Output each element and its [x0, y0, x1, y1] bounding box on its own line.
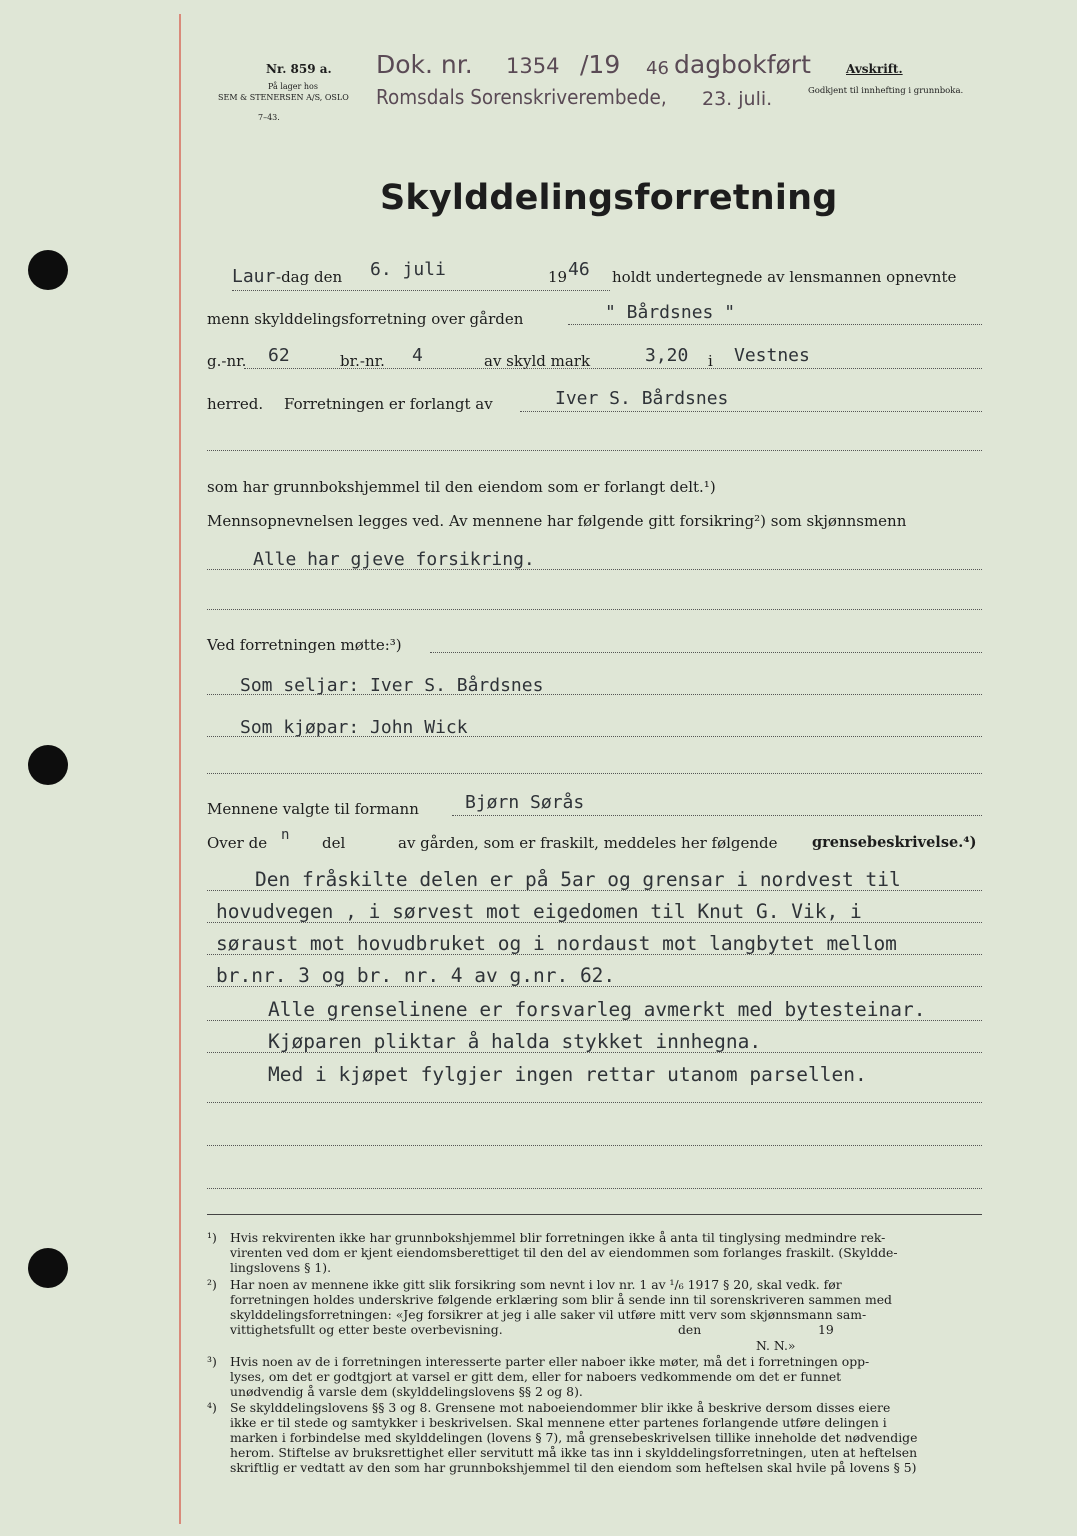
- stamp-office: Romsdals Sorenskriverembede,: [376, 85, 667, 109]
- desc-rule-1: [207, 890, 982, 891]
- stamp-dok-label: Dok. nr.: [376, 50, 473, 79]
- footnote-3-line-2: lyses, om det er godtgjort at varsel er gitt dem, eller for naboers vedkommende om det er funnet: [230, 1369, 842, 1384]
- year-suffix: 46: [568, 259, 590, 280]
- stamp-year-prefix: /19: [580, 50, 621, 79]
- footnote-2-den: den: [678, 1322, 702, 1337]
- gnr-value: 62: [268, 345, 290, 366]
- blank-rule-1: [207, 450, 982, 451]
- footnote-1-line-1: Hvis rekvirenten ikke har grunnbokshjemmel blir forretningen ikke å anta til tinglysing medmindre rek-: [230, 1230, 886, 1245]
- blank-rule-2: [207, 609, 982, 610]
- stamp-doc-number: 1354: [506, 54, 560, 78]
- chairman-value: Bjørn Sørås: [465, 792, 585, 813]
- forsikring-value: Alle har gjeve forsikring.: [253, 549, 535, 570]
- footnote-1-marker: ¹): [207, 1230, 217, 1245]
- footnote-2-year: 19: [818, 1322, 834, 1337]
- margin-rule: [179, 14, 181, 1524]
- herred-label: herred.: [207, 395, 264, 413]
- document-title: Skylddelingsforretning: [380, 178, 838, 218]
- desc-rule-3: [207, 954, 982, 955]
- skyld-value: 3,20: [645, 345, 689, 366]
- dag-den-label: -dag den: [276, 268, 343, 286]
- footnote-2-line-3: skylddelingsforretningen: «Jeg forsikrer at jeg i alle saker vil utføre mitt verv som skjønnsmann sam-: [230, 1307, 867, 1322]
- line-1-rule: [232, 290, 610, 291]
- over-text: av gården, som er fraskilt, meddeles her følgende: [398, 834, 778, 852]
- description-line-1: Den fråskilte delen er på 5ar og grensar i nordvest til: [255, 868, 901, 891]
- line-4-rule: [520, 411, 982, 412]
- attended-label: Ved forretningen møtte:³): [207, 636, 402, 654]
- desc-rule-7: [207, 1102, 982, 1103]
- boundary-label: grensebeskrivelse.⁴): [812, 834, 977, 851]
- description-line-6: Kjøparen pliktar å halda stykket innhegna.: [268, 1030, 762, 1053]
- over-de-suffix: n: [281, 827, 290, 843]
- stamp-date: 23. juli.: [702, 88, 773, 110]
- footnote-3-line-1: Hvis noen av de i forretningen interesserte parter eller naboer ikke møter, må det i forretningen opp-: [230, 1354, 870, 1369]
- desc-rule-8: [207, 1145, 982, 1146]
- gnr-label: g.-nr.: [207, 352, 247, 370]
- footnote-2-line-4: vittighetsfullt og etter beste overbevisning.: [230, 1322, 503, 1337]
- footnote-4-line-1: Se skylddelingslovens §§ 3 og 8. Grensene mot naboeiendommer blir ikke å beskrive dersom disses eiere: [230, 1400, 891, 1415]
- line-2-text: menn skylddelingsforretning over gården: [207, 310, 524, 328]
- punch-hole-top: [28, 250, 68, 290]
- stamp-year-suffix: 46: [646, 58, 669, 79]
- desc-rule-5: [207, 1020, 982, 1021]
- chairman-label: Mennene valgte til formann: [207, 800, 419, 818]
- grunnbok-text: som har grunnbokshjemmel til den eiendom som er forlangt delt.¹): [207, 478, 716, 496]
- description-line-2: hovudvegen , i sørvest mot eigedomen til Knut G. Vik, i: [216, 900, 862, 923]
- attended-rule: [430, 652, 982, 653]
- buyer-rule: [207, 736, 982, 737]
- blank-rule-3: [207, 773, 982, 774]
- description-line-7: Med i kjøpet fylgjer ingen rettar utanom parsellen.: [268, 1063, 867, 1086]
- seller-rule: [207, 694, 982, 695]
- description-line-4: br.nr. 3 og br. nr. 4 av g.nr. 62.: [216, 964, 616, 987]
- description-line-3: søraust mot hovudbruket og i nordaust mot langbytet mellom: [216, 932, 897, 955]
- footnote-4-line-5: skriftlig er vedtatt av den som har grunnbokshjemmel til den eiendom som heftelsen skal hvile på lovens § 5): [230, 1460, 917, 1475]
- desc-rule-2: [207, 922, 982, 923]
- line-3-rule: [244, 368, 982, 369]
- held-text: holdt undertegnede av lensmannen opnevnte: [612, 268, 957, 286]
- footnote-2-nn: N. N.»: [756, 1338, 796, 1353]
- forretning-date: 6. juli: [370, 259, 446, 280]
- approval-note: Godkjent til innhefting i grunnboka.: [808, 86, 964, 96]
- footnote-1-line-3: lingslovens § 1).: [230, 1260, 332, 1275]
- punch-hole-bottom: [28, 1248, 68, 1288]
- footnote-3-line-3: unødvendig å varsle dem (skylddelingslovens §§ 2 og 8).: [230, 1384, 583, 1399]
- bnr-value: 4: [412, 345, 423, 366]
- requested-label: Forretningen er forlangt av: [284, 395, 493, 413]
- stamp-dagbokfort: dagbokført: [674, 50, 811, 79]
- publisher-line-2: SEM & STENERSEN A/S, OSLO: [218, 93, 349, 102]
- desc-rule-6: [207, 1052, 982, 1053]
- punch-hole-middle: [28, 745, 68, 785]
- publisher-line-1: På lager hos: [268, 82, 318, 91]
- municipality: Vestnes: [734, 345, 810, 366]
- chairman-rule: [452, 815, 982, 816]
- footnote-4-marker: ⁴): [207, 1400, 217, 1415]
- attended-buyer: Som kjøpar: John Wick: [240, 717, 468, 738]
- description-line-5: Alle grenselinene er forsvarleg avmerkt med bytesteinar.: [268, 998, 926, 1021]
- weekday-prefix: Laur: [232, 266, 276, 287]
- mennsopnevnelse-text: Mennsopnevnelsen legges ved. Av mennene har følgende gitt forsikring²) som skjønnsmenn: [207, 512, 907, 530]
- footnote-2-line-2: forretningen holdes underskrive følgende erklæring som blir å sende inn til sorenskriveren sammen med: [230, 1292, 892, 1307]
- footnote-2-line-1: Har noen av mennene ikke gitt slik forsikring som nevnt i lov nr. 1 av ¹/₆ 1917 § 20, skal vedk. før: [230, 1277, 842, 1292]
- desc-rule-4: [207, 986, 982, 987]
- year-prefix: 19: [548, 268, 568, 286]
- bnr-label: br.-nr.: [340, 352, 385, 370]
- skyld-label: av skyld mark: [484, 352, 591, 370]
- form-number: Nr. 859 a.: [266, 62, 332, 76]
- footnote-2-marker: ²): [207, 1277, 217, 1292]
- attended-seller: Som seljar: Iver S. Bårdsnes: [240, 675, 544, 696]
- footnote-separator: [207, 1214, 982, 1215]
- over-de-label: Over de: [207, 834, 268, 852]
- forsikring-rule: [207, 569, 982, 570]
- footnote-4-line-3: marken i forbindelse med skylddelingen (lovens § 7), må grensebeskrivelsen tillike inneholde det nødvendige: [230, 1430, 918, 1445]
- requested-by: Iver S. Bårdsnes: [555, 388, 729, 409]
- desc-rule-9: [207, 1188, 982, 1189]
- footnote-1-line-2: virenten ved dom er kjent eiendomsberettiget til den del av eiendommen som forlanges fraskilt. (Skyldde-: [230, 1245, 898, 1260]
- footnote-3-marker: ³): [207, 1354, 217, 1369]
- footnote-4-line-4: herom. Stiftelse av bruksrettighet eller servitutt må ikke tas inn i skylddelingsforretningen, uten at heftelsen: [230, 1445, 918, 1460]
- del-label: del: [322, 834, 346, 852]
- farm-name: " Bårdsnes ": [605, 302, 736, 323]
- footnote-4-line-2: ikke er til stede og samtykker i beskrivelsen. Skal mennene etter partenes forlangende utføre delingen i: [230, 1415, 887, 1430]
- line-2-rule: [568, 324, 982, 325]
- i-label: i: [708, 352, 713, 370]
- publisher-line-3: 7–43.: [258, 113, 280, 122]
- avskrift-label: Avskrift.: [846, 62, 903, 76]
